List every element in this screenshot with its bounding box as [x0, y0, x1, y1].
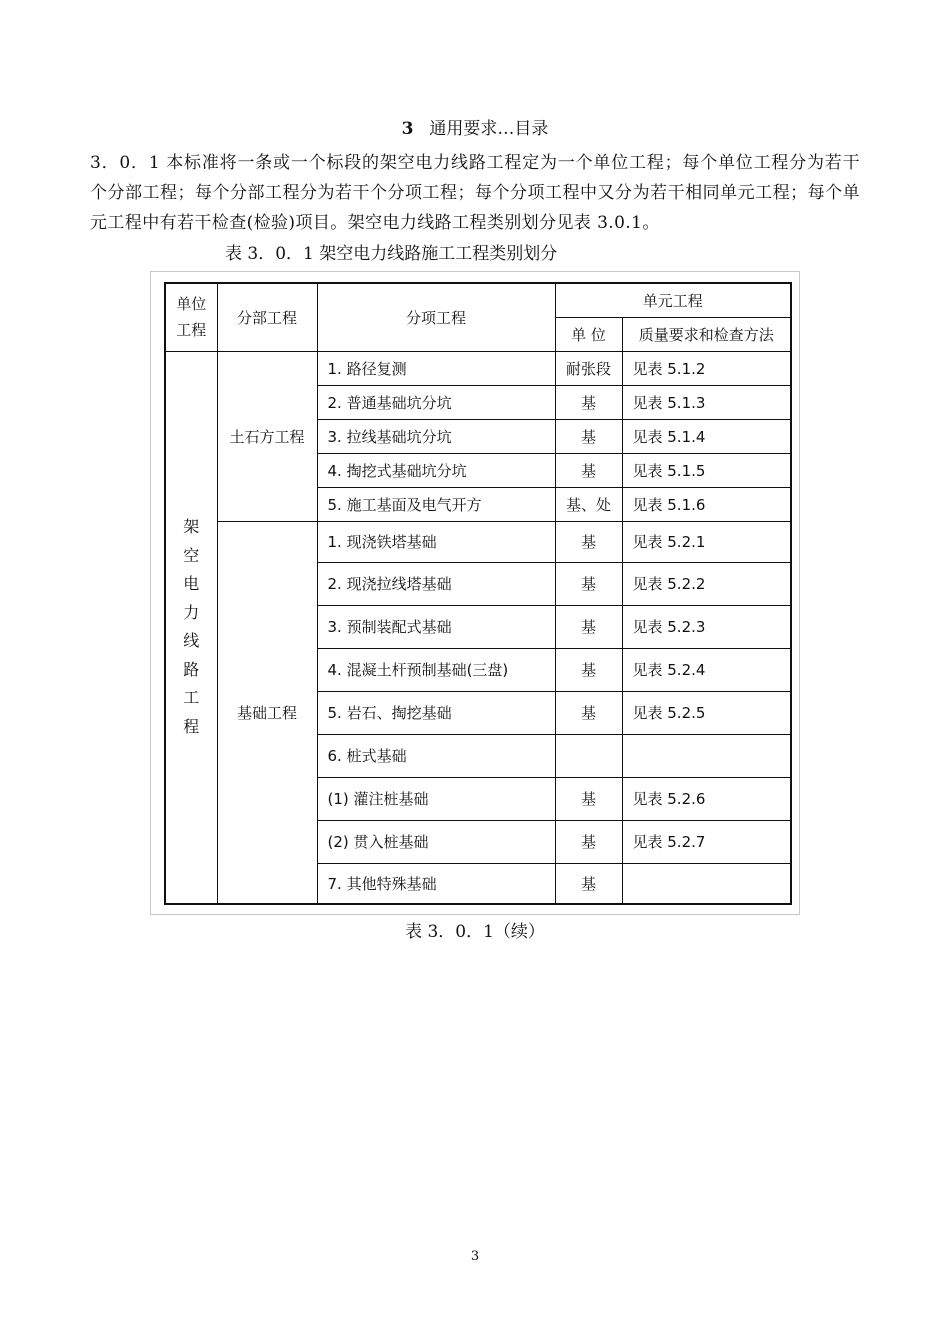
page-number: 3 — [470, 1249, 480, 1264]
header-division: 分部工程 — [217, 283, 317, 351]
table-row — [165, 351, 791, 385]
subitem-cell: (1) 灌注桩基础 — [317, 777, 555, 820]
quality-ref-cell: 见表 5.1.6 — [622, 487, 791, 521]
quality-ref-cell: 见表 5.2.1 — [622, 521, 791, 562]
subitem-cell: 5. 岩石、掏挖基础 — [317, 691, 555, 734]
subitem-cell: 5. 施工基面及电气开方 — [317, 487, 555, 521]
section-heading — [0, 117, 950, 141]
unit-cell: 基 — [555, 385, 622, 419]
header-subitem: 分项工程 — [317, 283, 555, 351]
quality-ref-cell — [622, 734, 791, 777]
section-number: 3 — [401, 119, 414, 139]
unit-project-char: 路 — [183, 659, 200, 679]
subitem-cell: 4. 混凝土杆预制基础(三盘) — [317, 648, 555, 691]
unit-cell: 基 — [555, 605, 622, 648]
header-quality: 质量要求和检查方法 — [622, 317, 791, 351]
header-unit: 单 位 — [555, 317, 622, 351]
unit-cell: 基 — [555, 820, 622, 863]
unit-project-cell — [165, 351, 217, 904]
subitem-cell: 4. 掏挖式基础坑分坑 — [317, 453, 555, 487]
quality-ref-cell: 见表 5.2.3 — [622, 605, 791, 648]
subitem-cell: 6. 桩式基础 — [317, 734, 555, 777]
header-unit-element: 单元工程 — [555, 283, 791, 317]
unit-cell: 基 — [555, 521, 622, 562]
subitem-cell: (2) 贯入桩基础 — [317, 820, 555, 863]
subitem-cell: 3. 预制装配式基础 — [317, 605, 555, 648]
unit-cell: 基 — [555, 562, 622, 605]
quality-ref-cell: 见表 5.1.2 — [622, 351, 791, 385]
unit-cell: 基 — [555, 648, 622, 691]
table-row — [165, 521, 791, 562]
unit-project-char: 力 — [183, 602, 200, 622]
unit-project-char: 工 — [183, 688, 200, 708]
subitem-cell: 1. 路径复测 — [317, 351, 555, 385]
unit-cell: 基 — [555, 453, 622, 487]
unit-cell: 基 — [555, 691, 622, 734]
subitem-cell: 2. 普通基础坑分坑 — [317, 385, 555, 419]
unit-cell: 基 — [555, 419, 622, 453]
division-cell: 土石方工程 — [217, 351, 317, 521]
quality-ref-cell: 见表 5.1.3 — [622, 385, 791, 419]
quality-ref-cell: 见表 5.1.4 — [622, 419, 791, 453]
subitem-cell: 1. 现浇铁塔基础 — [317, 521, 555, 562]
body-paragraph: 3．0．1 本标准将一条或一个标段的架空电力线路工程定为一个单位工程；每个单位工程分为若干个分部工程；每个分部工程分为若干个分项工程；每个分项工程中又分为若干相同单元工程；每个单元工程中有若干检查(检验)项目。架空电力线路工程类别划分见表 3.0.1。 — [90, 153, 860, 233]
quality-ref-cell: 见表 5.2.6 — [622, 777, 791, 820]
division-cell: 基础工程 — [217, 521, 317, 904]
unit-cell: 基 — [555, 777, 622, 820]
section-title: 通用要求…目录 — [429, 119, 549, 139]
table-caption: 表 3．0．1 架空电力线路施工工程类别划分 — [225, 244, 558, 264]
subitem-cell: 3. 拉线基础坑分坑 — [317, 419, 555, 453]
quality-ref-cell: 见表 5.2.7 — [622, 820, 791, 863]
header-unit-project-text: 单位工程 — [176, 295, 207, 340]
quality-ref-cell — [622, 863, 791, 904]
classification-table — [164, 282, 792, 905]
subitem-cell: 2. 现浇拉线塔基础 — [317, 562, 555, 605]
quality-ref-cell: 见表 5.1.5 — [622, 453, 791, 487]
unit-cell: 耐张段 — [555, 351, 622, 385]
unit-project-char: 电 — [183, 574, 200, 594]
unit-cell — [555, 734, 622, 777]
unit-project-char: 程 — [183, 716, 200, 736]
unit-cell: 基、处 — [555, 487, 622, 521]
header-row-1 — [165, 283, 791, 317]
unit-project-char: 线 — [183, 631, 200, 651]
quality-ref-cell: 见表 5.2.4 — [622, 648, 791, 691]
unit-project-char: 空 — [183, 545, 200, 565]
quality-ref-cell: 见表 5.2.5 — [622, 691, 791, 734]
unit-project-char: 架 — [183, 517, 200, 537]
unit-cell: 基 — [555, 863, 622, 904]
subitem-cell: 7. 其他特殊基础 — [317, 863, 555, 904]
header-unit-project — [165, 283, 217, 351]
continued-caption: 表 3．0．1（续） — [405, 922, 545, 942]
quality-ref-cell: 见表 5.2.2 — [622, 562, 791, 605]
